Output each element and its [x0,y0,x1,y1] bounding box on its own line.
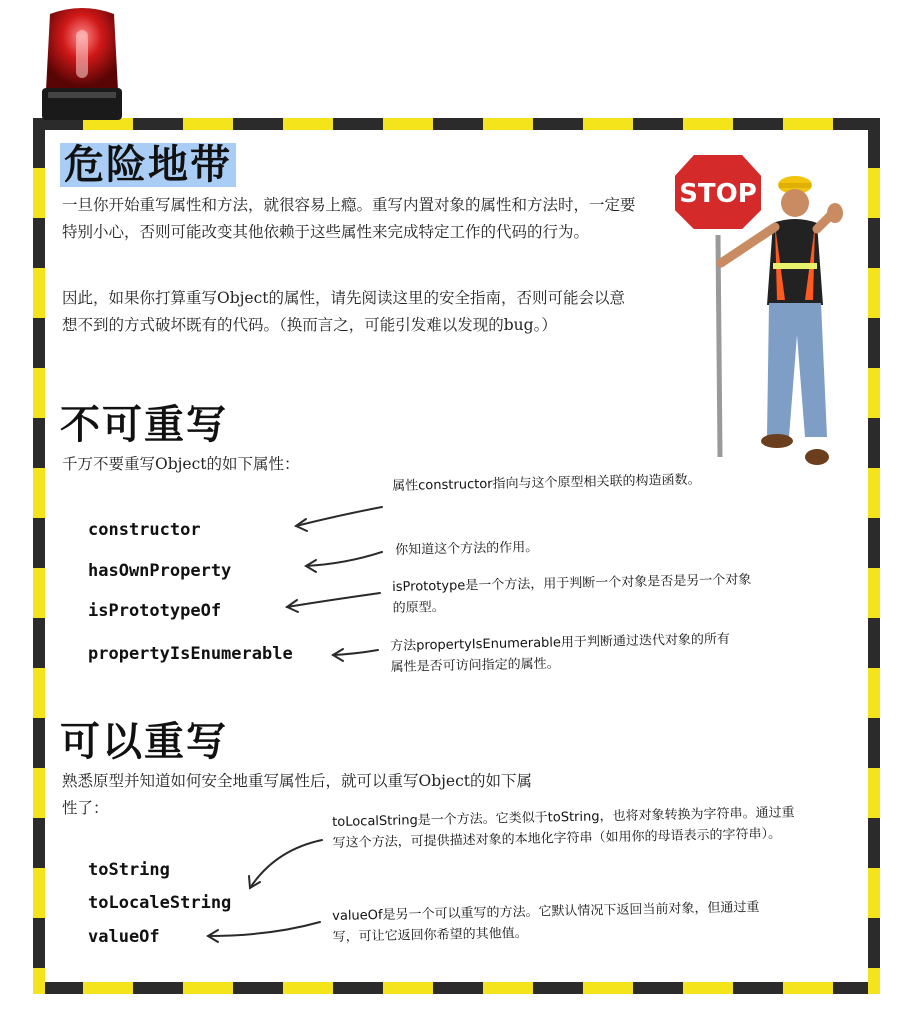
warning-paragraph: 因此，如果你打算重写Object的属性，请先阅读这里的安全指南，否则可能会以意想不到的方式破坏既有的代码。（换而言之，可能引发难以发现的bug。） [62,289,626,334]
code-isPrototypeOf: isPrototypeOf [88,601,222,621]
code-toLocaleString: toLocaleString [88,893,232,913]
code-constructor: constructor [88,520,201,540]
note-constructor: 属性constructor指向与这个原型相关联的构造函数。 [392,472,701,494]
note-isPrototypeOf: isPrototype是一个方法，用于判断一个对象是否是另一个对象的原型。 [392,572,752,616]
siren-light-icon [36,0,128,122]
heading-danger-zone: 危险地带 [60,143,236,187]
stop-sign-text: STOP [679,179,757,209]
heading-cannot-override: 不可重写 [60,402,228,448]
can-override-intro: 熟悉原型并知道如何安全地重写属性后，就可以重写Object的如下属性了： [62,772,533,817]
intro-paragraph: 一旦你开始重写属性和方法，就很容易上瘾。重写内置对象的属性和方法时，一定要特别小心，否则可能改变其他依赖于这些属性来完成特定工作的代码的行为。 [62,196,636,241]
stop-sign-worker-illustration [655,145,845,475]
code-valueOf: valueOf [88,927,160,947]
code-propertyIsEnumerable: propertyIsEnumerable [88,644,293,664]
note-toLocaleString: toLocalString是一个方法。它类似于toString，也将对象转换为字符串。通过重写这个方法，可提供描述对象的本地化字符串（如用你的母语表示的字符串）。 [332,805,795,851]
note-propertyIsEnumerable: 方法propertyIsEnumerable用于判断通过迭代对象的所有属性是否可访问指定的属性。 [390,631,731,675]
heading-can-override: 可以重写 [60,719,228,765]
cannot-override-intro: 千万不要重写Object的如下属性： [62,455,300,473]
frame-right-stripe [868,118,880,994]
code-toString: toString [88,860,170,880]
note-valueOf: valueOf是另一个可以重写的方法。它默认情况下返回当前对象，但通过重写，可让它返回你希望的其他值。 [332,900,760,945]
note-hasOwnProperty: 你知道这个方法的作用。 [395,540,539,558]
code-hasOwnProperty: hasOwnProperty [88,561,232,581]
frame-left-stripe [33,118,45,994]
